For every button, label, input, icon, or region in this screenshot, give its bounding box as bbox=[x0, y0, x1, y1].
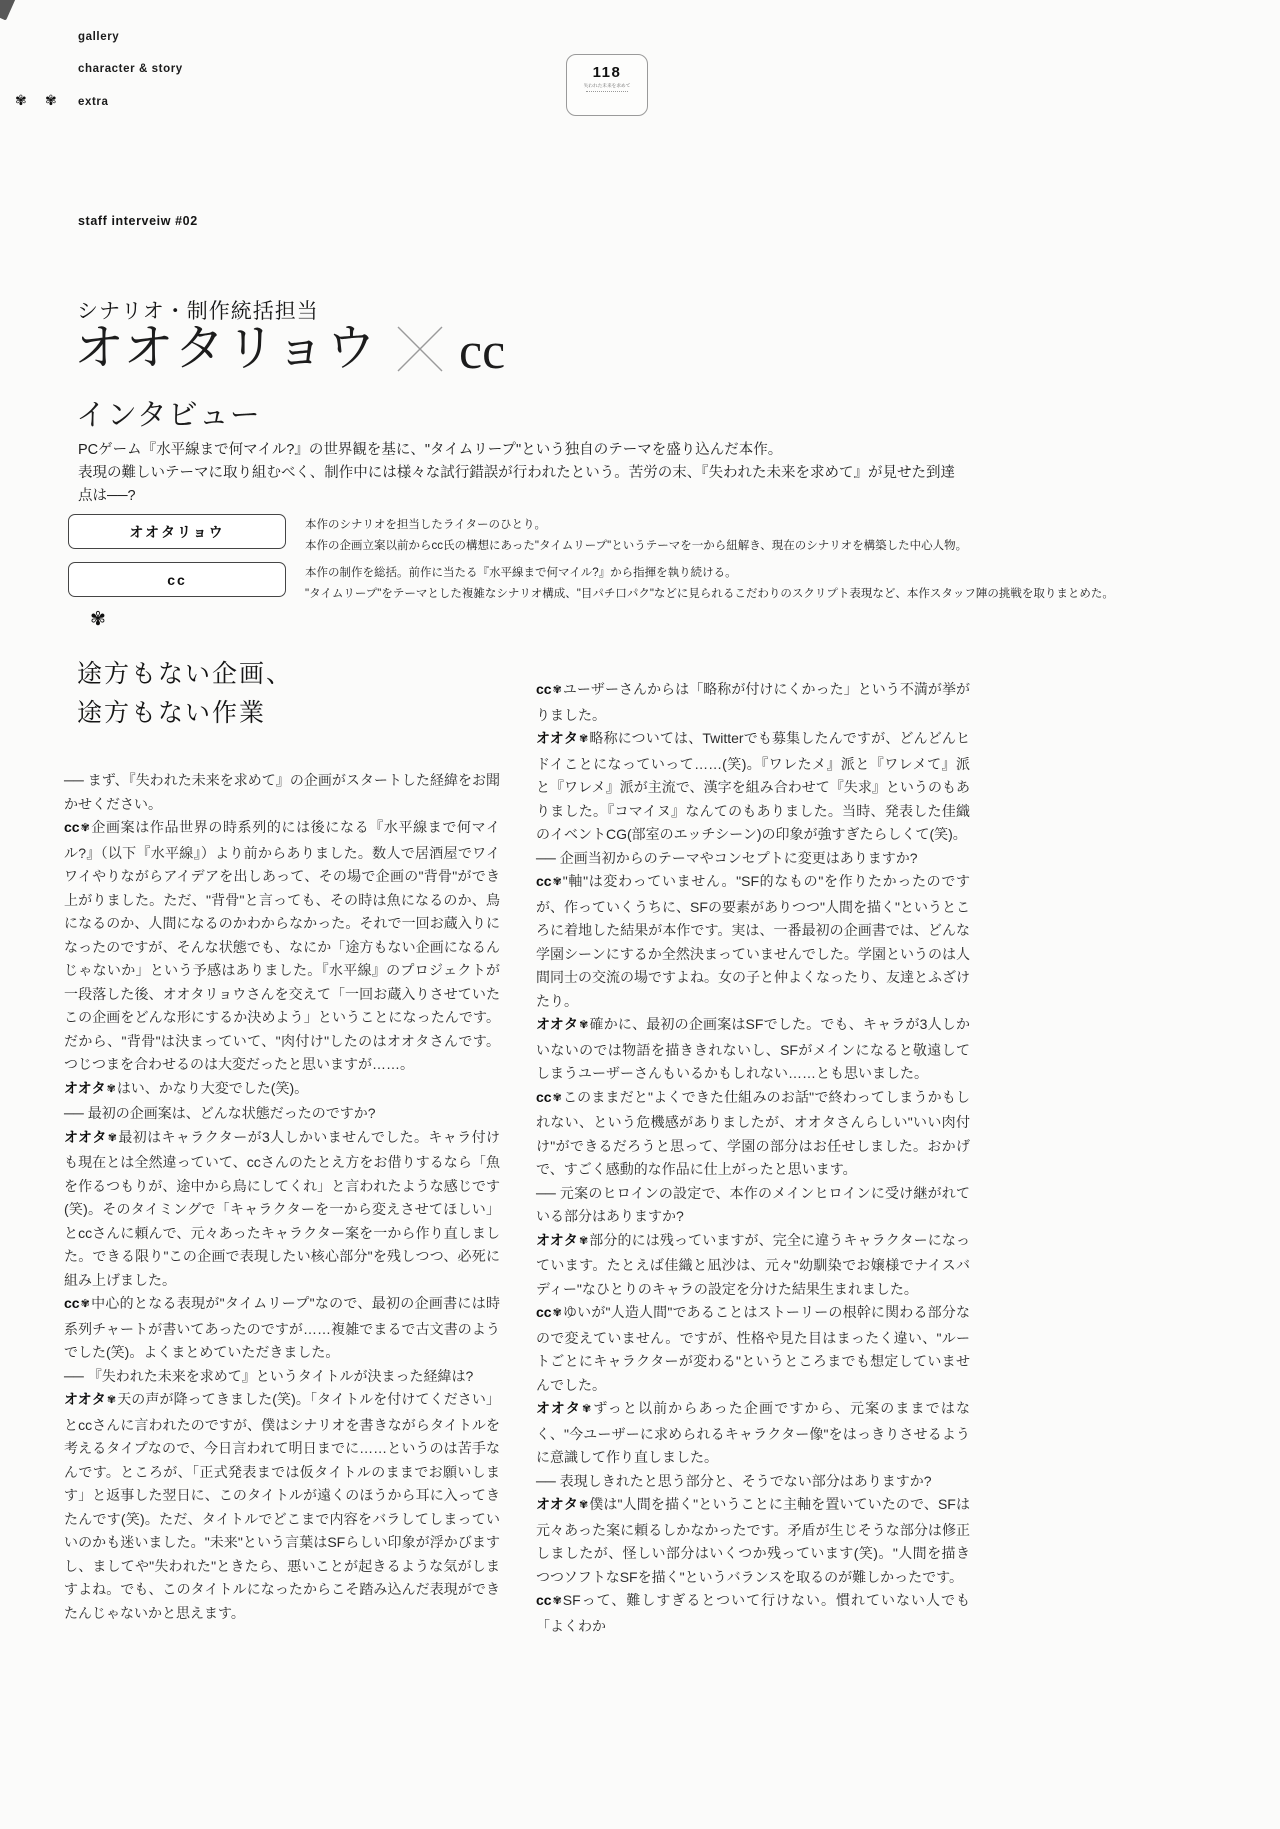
interview-answer: cc✾企画案は作品世界の時系列的には後になる『水平線まで何マイル?』（以下『水平線』）より前からありました。数人で居酒屋でワイワイやりながらアイデアを出しあって、その場で企画の"背骨"ができ上がりました。ただ、"背骨"と言っても、その時は魚になるのか、鳥になるのか、人間になるのかわからなかった。それで一回お蔵入りになったのですが、そんな状態でも、なにか「途方もない企画になるんじゃないか」という予感はありました。『水平線』のプロジェクトが一段落した後、オオタリョウさんを交えて「一回お蔵入りさせていたこの企画をどんな形にするか決めよう」ということになったんです。だから、"背骨"は決まっていて、"肉付け"したのはオオタさんです。つじつまを合わせるのは大変だったと思いますが……。 bbox=[64, 819, 500, 1072]
interview-answer: cc✾SFって、難しすぎるとついて行けない。慣れていない人でも「よくわか bbox=[536, 1592, 970, 1634]
interview-answer: オオタ✾最初はキャラクターが3人しかいませんでした。キャラ付けも現在とは全然違っていて、ccさんのたとえ方をお借りするなら「魚を作るつもりが、途中から鳥にしてくれ」と言われたような感じです(笑)。そのタイミングで「キャラクターを一から変えさせてほしい」とccさんに頼んで、元々あったキャラクター案を一から作り直しました。できる限り"この企画で表現したい核心部分"を残しつつ、必死に組み上げました。 bbox=[64, 1128, 500, 1288]
flower-icon: ✾ bbox=[552, 1307, 562, 1319]
nav-extra: extra bbox=[78, 96, 109, 108]
article-intro bbox=[78, 439, 958, 508]
speaker-name: オオタ bbox=[64, 1128, 107, 1145]
profile-desc-ootaryou bbox=[305, 515, 1185, 556]
page-caption: 失われた未来を求めて bbox=[583, 83, 631, 89]
speaker-name: cc bbox=[64, 1295, 80, 1311]
interview-answer: オオタ✾確かに、最初の企画案はSFでした。でも、キャラが3人しかいないのでは物語を描ききれないし、SFがメインになると敬遠してしまうユーザーさんもいるかもしれない……とも思いました。 bbox=[536, 1016, 970, 1081]
interview-question: ── 表現しきれたと思う部分と、そうでない部分はありますか? bbox=[536, 1472, 932, 1489]
interview-answer: オオタ✾はい、かなり大変でした(笑)。 bbox=[64, 1079, 309, 1096]
section-heading bbox=[77, 655, 293, 733]
interview-question: ── 『失われた未来を求めて』というタイトルが決まった経緯は? bbox=[64, 1367, 474, 1384]
flower-icon: ✾ bbox=[582, 1403, 592, 1415]
profile-label-cc: cc bbox=[68, 562, 286, 597]
nav-character-story: character & story bbox=[78, 63, 183, 75]
flower-icon: ✾ bbox=[106, 1394, 117, 1406]
scan-artifact bbox=[0, 0, 17, 21]
speaker-name: cc bbox=[536, 873, 552, 889]
interview-column-right bbox=[536, 678, 970, 1638]
speaker-name: cc bbox=[64, 819, 80, 835]
flower-icon: ✾ bbox=[90, 609, 106, 630]
profile-label-ootaryou: オオタリョウ bbox=[68, 514, 286, 549]
article-kicker: staff interveiw #02 bbox=[78, 214, 198, 228]
flower-icon: ✾ bbox=[107, 1131, 117, 1144]
intro-line: 表現の難しいテーマに取り組むべく、制作中には様々な試行錯誤が行われたという。苦労の末、『失われた未来を求めて』が見せた到達点は──? bbox=[78, 465, 955, 504]
interview-answer: オオタ✾略称については、Twitterでも募集したんですが、どんどんヒドイことになっていって……(笑)。『ワレたメ』派と『ワレメて』派と『ワレメ』派が主流で、漢字を組み合わせて『失求』というのもありました。『コマイヌ』なんてのもありました。当時、発表した佳織のイベントCG(部室のエッチシーン)の印象が強すぎたらしくて(笑)。 bbox=[536, 730, 970, 842]
flower-icon: ✾ bbox=[578, 1499, 589, 1511]
flower-icon: ✾ bbox=[106, 1082, 116, 1095]
interviewee-role: シナリオ・制作統括担当 bbox=[77, 300, 319, 323]
title-name-right: cc bbox=[459, 322, 506, 380]
flower-icon: ✾ bbox=[45, 92, 57, 108]
page-number-box bbox=[566, 54, 648, 116]
article-title bbox=[74, 320, 505, 378]
interview-question: ── まず、『失われた未来を求めて』の企画がスタートした経緯をお聞かせください。 bbox=[64, 772, 500, 812]
page-number: 118 bbox=[592, 64, 622, 81]
speaker-name: オオタ bbox=[536, 1496, 578, 1512]
page-caption-rule bbox=[586, 91, 628, 92]
speaker-name: cc bbox=[536, 1088, 552, 1105]
flower-icon: ✾ bbox=[552, 684, 562, 696]
interview-question: ── 企画当初からのテーマやコンセプトに変更はありますか? bbox=[536, 849, 918, 866]
section-heading-line: 途方もない企画、 bbox=[77, 660, 294, 688]
flower-icon: ✾ bbox=[552, 1595, 562, 1607]
interview-answer: cc✾"軸"は変わっていません。"SF的なもの"を作りたかったのですが、作っていくうちに、SFの要素がありつつ"人間を描く"というところに着地した結果が本作です。実は、一番最初の企画書では、どんな学園シーンにするか全然決まっていませんでした。学園というのは人間同士の交流の場ですよね。女の子と仲よくなったり、友達とふざけたり。 bbox=[536, 873, 970, 1009]
title-name-left: オオタリョウ bbox=[74, 320, 377, 376]
nav-gallery: gallery bbox=[78, 31, 120, 43]
interview-question: ── 最初の企画案は、どんな状態だったのですか? bbox=[64, 1105, 376, 1121]
intro-line: PCゲーム『水平線まで何マイル?』の世界観を基に、"タイムリープ"という独自のテーマを盛り込んだ本作。 bbox=[78, 442, 783, 458]
profile-desc-line: 本作の企画立案以前からcc氏の構想にあった"タイムリープ"というテーマを一から紐解き、現在のシナリオを構築した中心人物。 bbox=[305, 539, 968, 552]
interview-question: ── 元案のヒロインの設定で、本作のメインヒロインに受け継がれている部分はありますか? bbox=[536, 1184, 970, 1224]
section-heading-line: 途方もない作業 bbox=[77, 699, 267, 727]
interview-answer: cc✾中心的となる表現が"タイムリープ"なので、最初の企画書には時系列チャートが書いてあったのですが……複雑でまるで古文書のようでした(笑)。よくまとめていただきました。 bbox=[64, 1295, 500, 1360]
speaker-name: オオタ bbox=[64, 1079, 106, 1096]
flower-icon: ✾ bbox=[552, 876, 562, 888]
flower-icon: ✾ bbox=[552, 1091, 562, 1104]
profile-desc-line: "タイムリープ"をテーマとした複雑なシナリオ構成、"目パチ口パク"などに見られるこだわりのスクリプト表現など、本作スタッフ陣の挑戦を取りまとめた。 bbox=[305, 587, 1114, 600]
speaker-name: オオタ bbox=[536, 730, 579, 746]
speaker-name: オオタ bbox=[536, 1400, 582, 1416]
speaker-name: オオタ bbox=[64, 1391, 106, 1407]
interview-answer: cc✾ゆいが"人造人間"であることはストーリーの根幹に関わる部分なので変えていません。ですが、性格や見た目はまったく違い、"ルートごとにキャラクターが変わる"というところまでも想定していませんでした。 bbox=[536, 1304, 970, 1393]
speaker-name: オオタ bbox=[536, 1231, 578, 1248]
article-subtitle: インタビュー bbox=[76, 399, 261, 432]
flower-icon: ✾ bbox=[80, 822, 90, 834]
flower-icon: ✾ bbox=[578, 1234, 589, 1247]
profile-desc-cc bbox=[305, 563, 1185, 604]
interview-answer: cc✾このままだと"よくできた仕組みのお話"で終わってしまうかもしれない、という危機感がありましたが、オオタさんらしい"いい肉付け"ができるだろうと思って、学園の部分はお任せしました。おかげで、すごく感動的な作品に仕上がったと思います。 bbox=[536, 1088, 970, 1177]
speaker-name: オオタ bbox=[536, 1016, 579, 1032]
interview-answer: cc✾ユーザーさんからは「略称が付けにくかった」という不満が挙がりました。 bbox=[536, 681, 970, 723]
interview-column-left bbox=[64, 769, 500, 1625]
flower-icon: ✾ bbox=[579, 733, 589, 745]
profile-desc-line: 本作のシナリオを担当したライターのひとり。 bbox=[305, 519, 547, 531]
profile-desc-line: 本作の制作を総括。前作に当たる『水平線まで何マイル?』から指揮を執り続ける。 bbox=[305, 567, 737, 579]
speaker-name: cc bbox=[536, 1304, 552, 1320]
flower-icon: ✾ bbox=[15, 92, 27, 108]
interview-answer: オオタ✾僕は"人間を描く"ということに主軸を置いていたので、SFは元々あった案に頼るしかなかったです。矛盾が生じそうな部分は修正しましたが、怪しい部分はいくつか残っています(笑)。"人間を描きつつソフトなSFを描く"というバランスを取るのが難しかったです。 bbox=[536, 1496, 970, 1585]
interview-answer: オオタ✾ずっと以前からあった企画ですから、元案のままではなく、"今ユーザーに求められるキャラクター像"をはっきりさせるように意識して作り直しました。 bbox=[536, 1400, 970, 1465]
cross-icon bbox=[393, 322, 447, 376]
flower-icon: ✾ bbox=[579, 1019, 589, 1031]
interview-answer: オオタ✾天の声が降ってきました(笑)。「タイトルを付けてください」とccさんに言われたのですが、僕はシナリオを書きながらタイトルを考えるタイプなので、今日言われて明日までに……というのは苦手なんです。ところが、「正式発表までは仮タイトルのままでお願いします」と返事した翌日に、このタイトルが遠くのほうから耳に入ってきたんです(笑)。ただ、タイトルでどこまで内容をバラしてしまっていいのかも迷いました。"未来"という言葉はSFらしい印象が浮かびますし、ましてや"失われた"ときたら、悪いことが起きるような気がしますよね。でも、このタイトルになったからこそ踏み込んだ表現ができたんじゃないかと思えます。 bbox=[64, 1391, 500, 1621]
interview-answer: オオタ✾部分的には残っていますが、完全に違うキャラクターになっています。たとえば佳織と凪沙は、元々"幼馴染でお嬢様でナイスバディー"なひとりのキャラの設定を分けた結果生まれました。 bbox=[536, 1231, 970, 1297]
speaker-name: cc bbox=[536, 1592, 552, 1608]
speaker-name: cc bbox=[536, 681, 552, 697]
flower-icon: ✾ bbox=[80, 1298, 90, 1310]
